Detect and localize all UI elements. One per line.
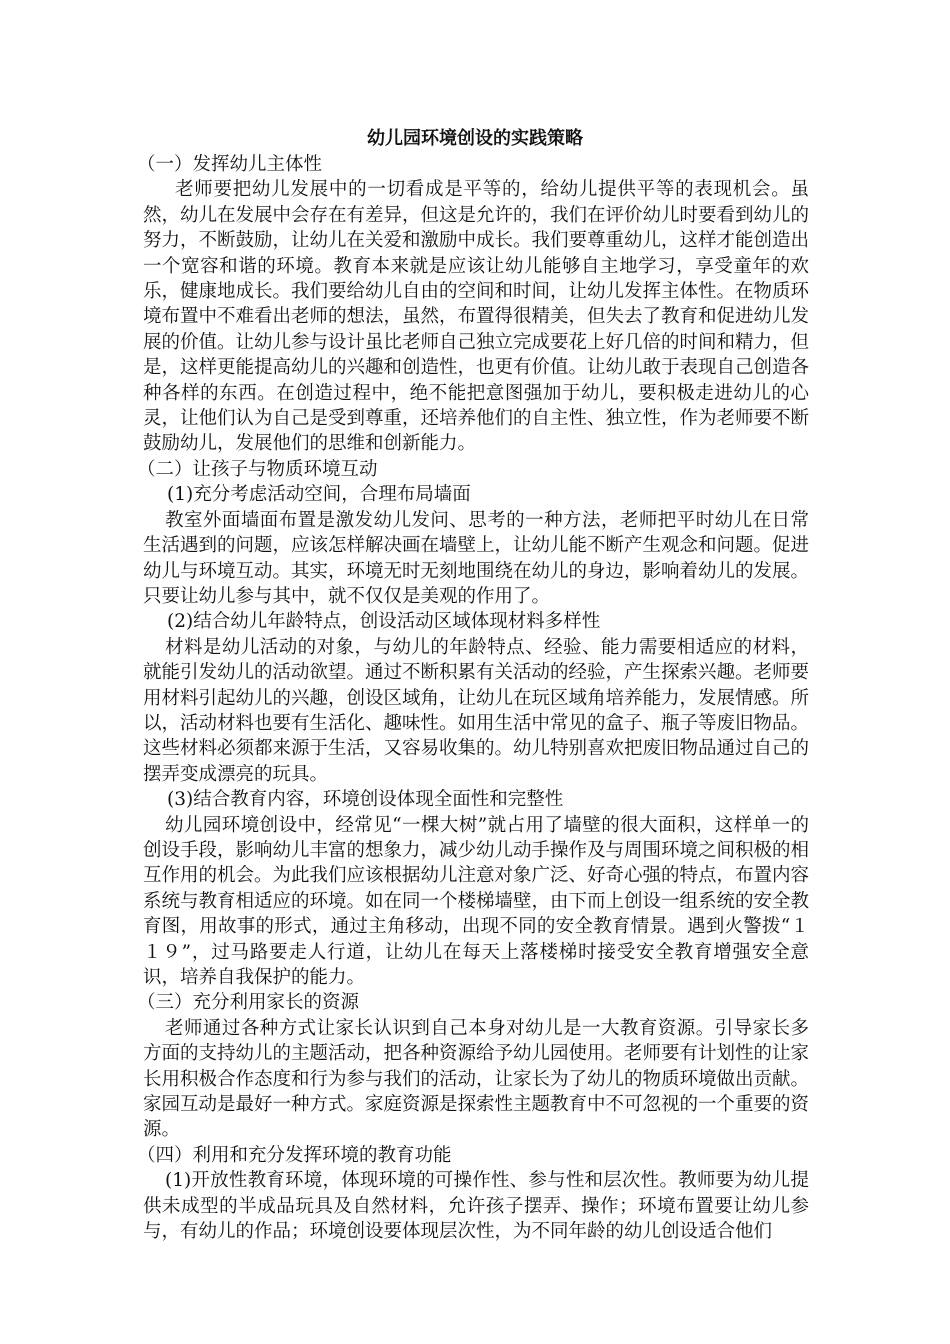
- document-title: 幼儿园环境创设的实践策略: [367, 128, 583, 149]
- subheading-2-3: (3)结合教育内容，环境创设体现全面性和完整性: [167, 789, 564, 811]
- document-body: [137, 152, 810, 1244]
- paragraph-4-1: (1)开放性教育环境，体现环境的可操作性、参与性和层次性。教师要为幼儿提供未成型的半成品玩具及自然材料，允许孩子摆弄、操作；环境布置要让幼儿参与，有幼儿的作品；环境创设要体现层次性，为不同年龄的幼儿创设适合他们: [143, 1170, 809, 1243]
- paragraph-1: 老师要把幼儿发展中的一切看成是平等的，给幼儿提供平等的表现机会。虽然，幼儿在发展中会存在有差异，但这是允许的，我们在评价幼儿时要看到幼儿的努力，不断鼓励，让幼儿在关爱和激励中成长。我们要尊重幼儿，这样才能创造出一个宽容和谐的环境。教育本来就是应该让幼儿能够自主地学习，享受童年的欢乐，健康地成长。我们要给幼儿自由的空间和时间，让幼儿发挥主体性。在物质环境布置中不难看出老师的想法，虽然，布置得很精美，但失去了教育和促进幼儿发展的价值。让幼儿参与设计虽比老师自己独立完成要花上好几倍的时间和精力，但是，这样更能提高幼儿的兴趣和创造性，也更有价值。让幼儿敢于表现自己创造各种各样的东西。在创造过程中，绝不能把意图强加于幼儿，要积极走进幼儿的心灵，让他们认为自己是受到尊重，还培养他们的自主性、独立性，作为老师要不断鼓励幼儿，发展他们的思维和创新能力。: [143, 179, 810, 455]
- subheading-2-1: (1)充分考虑活动空间，合理布局墙面: [167, 484, 471, 506]
- section-heading-4: （四）利用和充分发挥环境的教育功能: [137, 1144, 452, 1166]
- paragraph-3: 老师通过各种方式让家长认识到自己本身对幼儿是一大教育资源。引导家长多方面的支持幼儿的主题活动，把各种资源给予幼儿园使用。老师要有计划性的让家长用积极合作态度和行为参与我们的活动，让家长为了幼儿的物质环境做出贡献。家园互动是最好一种方式。家庭资源是探索性主题教育中不可忽视的一个重要的资源。: [143, 1017, 810, 1141]
- paragraph-2-1: 教室外面墙面布置是激发幼儿发问、思考的一种方法，老师把平时幼儿在日常生活遇到的问题，应该怎样解决画在墙壁上，让幼儿能不断产生观念和问题。促进幼儿与环境互动。其实，环境无时无刻地围绕在幼儿的身边，影响着幼儿的发展。只要让幼儿参与其中，就不仅仅是美观的作用了。: [143, 509, 810, 607]
- subheading-2-2: (2)结合幼儿年龄特点，创设活动区域体现材料多样性: [167, 611, 601, 633]
- section-heading-3: （三）充分利用家长的资源: [137, 992, 360, 1014]
- section-heading-2: （二）让孩子与物质环境互动: [137, 458, 378, 480]
- section-heading-1: （一）发挥幼儿主体性: [137, 154, 323, 175]
- paragraph-2-2: 材料是幼儿活动的对象，与幼儿的年龄特点、经验、能力需要相适应的材料，就能引发幼儿的活动欲望。通过不断积累有关活动的经验，产生探索兴趣。老师要用材料引起幼儿的兴趣，创设区域角，让幼儿在玩区域角培养能力，发展情感。所以，活动材料也要有生活化、趣味性。如用生活中常见的盒子、瓶子等废旧物品。这些材料必须都来源于生活，又容易收集的。幼儿特别喜欢把废旧物品通过自己的摆弄变成漂亮的玩具。: [143, 636, 810, 785]
- paragraph-2-3: 幼儿园环境创设中，经常见“一棵大树”就占用了墙壁的很大面积，这样单一的创设手段，影响幼儿丰富的想象力，减少幼儿动手操作及与周围环境之间积极的相互作用的机会。为此我们应该根据幼儿注意对象广泛、好奇心强的特点，布置内容系统与教育相适应的环境。如在同一个楼梯墙壁，由下而上创设一组系统的安全教育图，用故事的形式，通过主角移动，出现不同的安全教育情景。遇到火警拨“１１９”，过马路要走人行道，让幼儿在每天上落楼梯时接受安全教育增强安全意识，培养自我保护的能力。: [143, 814, 810, 988]
